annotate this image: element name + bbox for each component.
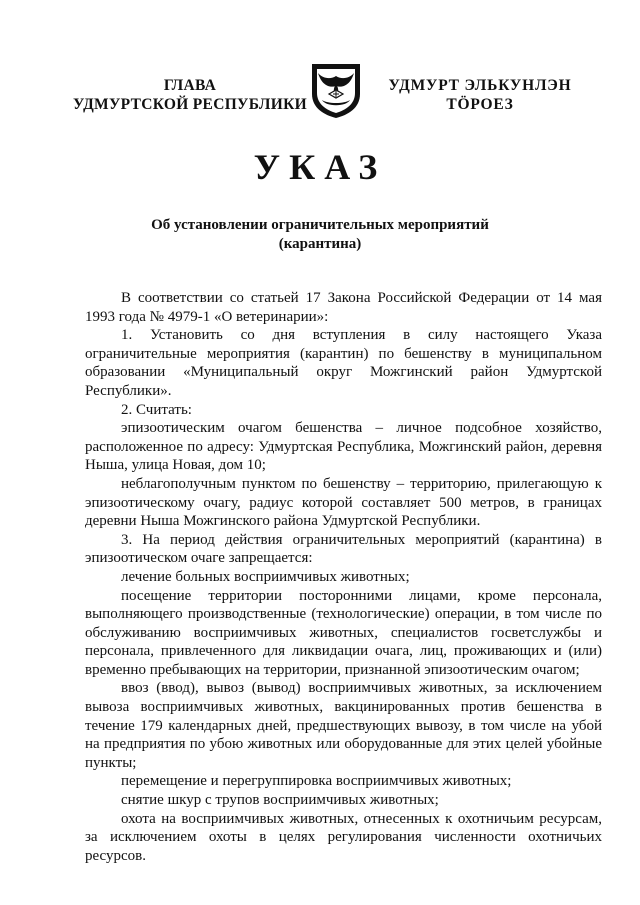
paragraph: лечение больных восприимчивых животных; (121, 568, 410, 585)
header-right (370, 76, 590, 114)
paragraph: охота на восприимчивых животных, отнесенных к охотничьим ресурсам, за исключением охоты в целях регулирования численности охотничьих ресурсов. (85, 810, 602, 864)
header-left (70, 76, 310, 114)
subtitle-line2: (карантина) (278, 236, 362, 252)
subtitle-line1: Об установлении ограничительных мероприятий (151, 217, 489, 233)
coat-of-arms-emblem-icon (308, 60, 364, 120)
document-body (85, 289, 602, 865)
paragraph: посещение территории посторонними лицами, кроме персонала, выполняющего производственные (технологические) операции, в том числе по обслуживанию восприимчивых животных, специалистов госветслужбы и персонала, привлеченного для ликвидации очага, лиц, проживающих и (или) временно пребывающих на территории, признанной эпизоотическим очагом; (85, 587, 602, 678)
header-left-line2: УДМУРТСКОЙ РЕСПУБЛИКИ (72, 96, 307, 113)
header-right-line2: ТӦРОЕЗ (446, 96, 514, 113)
document-subtitle (100, 216, 540, 254)
header-left-line1: ГЛАВА (163, 77, 217, 94)
paragraph: 3. На период действия ограничительных мероприятий (карантина) в эпизоотическом очаге запрещается: (85, 531, 602, 567)
header-right-line1: УДМУРТ ЭЛЬКУНЛЭН (388, 77, 572, 94)
paragraph: перемещение и перегруппировка восприимчивых животных; (121, 773, 512, 790)
paragraph: снятие шкур с трупов восприимчивых животных; (121, 792, 439, 809)
document-title: УКАЗ (253, 147, 387, 187)
paragraph: ввоз (ввод), вывоз (вывод) восприимчивых животных, за исключением вывоза восприимчивых животных, вакцинированных против бешенства в течение 179 календарных дней, предшествующих вывозу, в том числе на убой на предприятия по убою животных или оборудованные для этих целей убойные пункты; (85, 680, 602, 771)
paragraph: эпизоотическим очагом бешенства – личное подсобное хозяйство, расположенное по адресу: Удмуртская Республика, Можгинский район, деревня Ныша, улица Новая, дом 10; (85, 420, 602, 474)
paragraph: В соответствии со статьей 17 Закона Российской Федерации от 14 мая 1993 года № 4979-1 «О ветеринарии»: (85, 290, 602, 325)
paragraph: 1. Установить со дня вступления в силу настоящего Указа ограничительные мероприятия (карантин) по бешенству в муниципальном образовании «Муниципальный округ Можгинский район Удмуртской Республики». (85, 327, 602, 399)
paragraph: неблагополучным пунктом по бешенству – территорию, прилегающую к эпизоотическому очагу, радиус которой составляет 500 метров, в границах деревни Ныша Можгинского района Удмуртской Республики. (85, 475, 602, 530)
paragraph: 2. Считать: (121, 401, 192, 418)
